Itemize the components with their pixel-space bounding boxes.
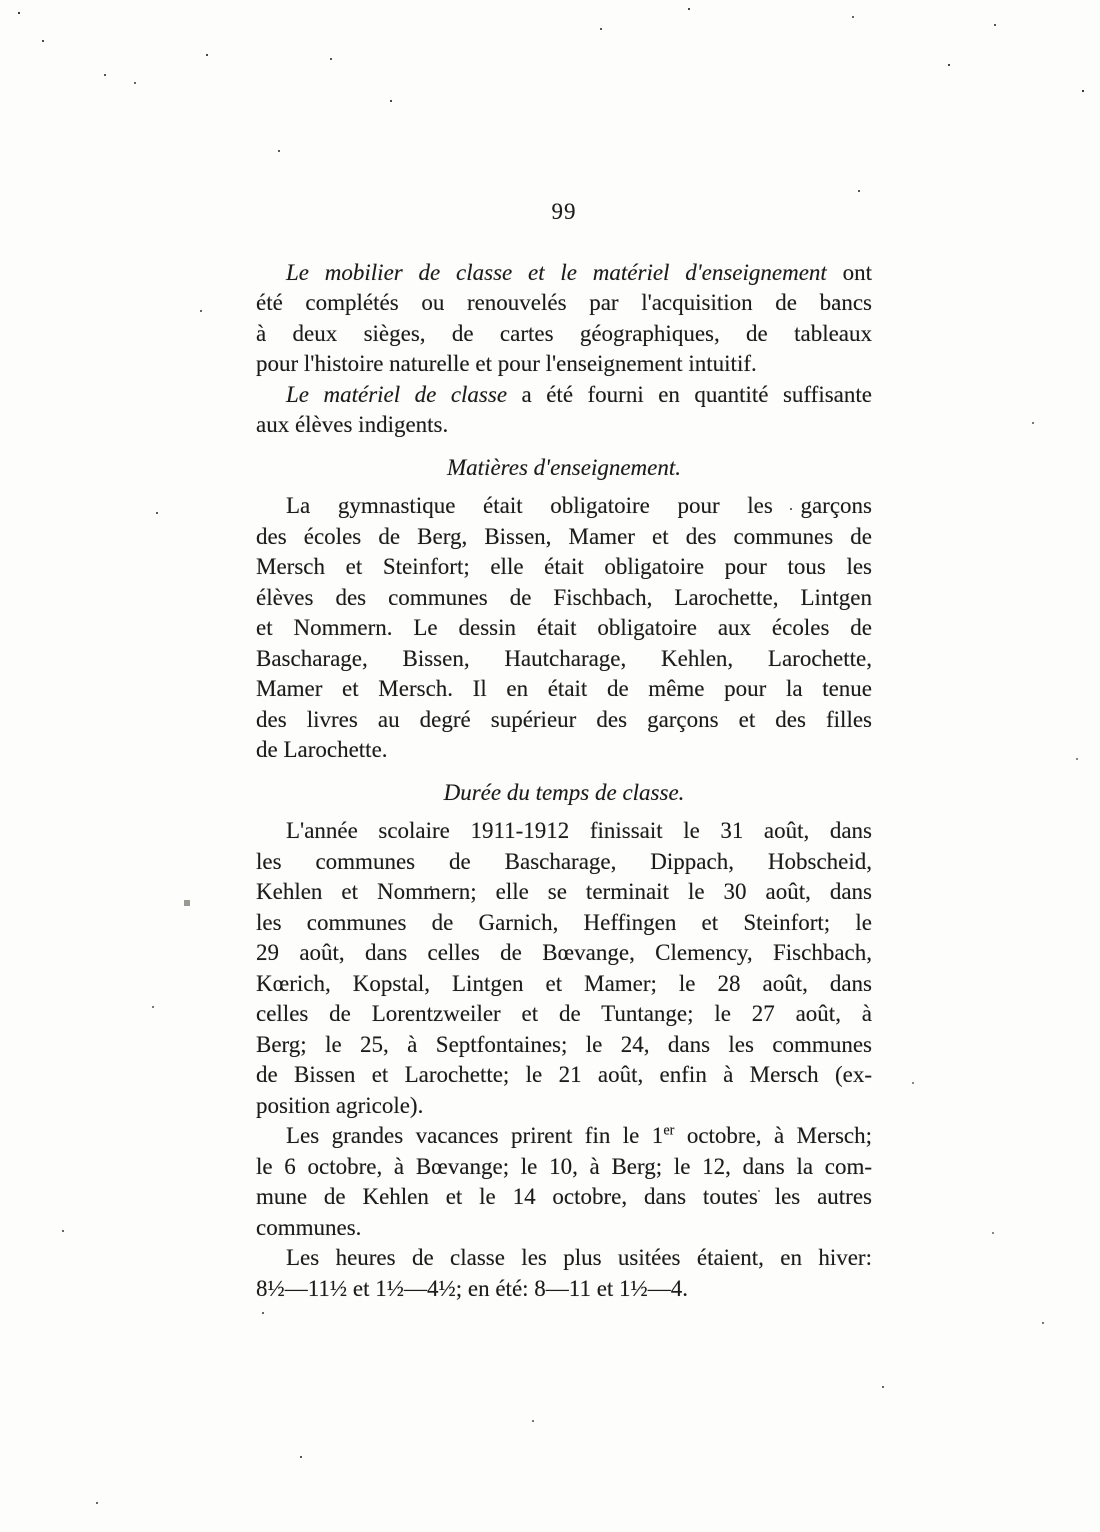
text-line: L'année scolaire 1911-1912 finissait le 31 août, dans bbox=[286, 818, 872, 843]
paragraph-gymnastique bbox=[256, 491, 872, 766]
paragraph-materiel-de-classe bbox=[256, 380, 872, 441]
text-line: Bascharage, Bissen, Hautcharage, Kehlen, Larochette, bbox=[256, 645, 872, 671]
text-line: et Nommern. Le dessin était obligatoire aux écoles de bbox=[256, 615, 872, 640]
text-line: communes. bbox=[256, 1214, 362, 1240]
text-line: le 6 octobre, à Bœvange; le 10, à Berg; le 12, dans la com- bbox=[256, 1153, 872, 1179]
text-line: Le matériel de classe a été fourni en quantité suffisante bbox=[286, 381, 872, 407]
text-line: été complétés ou renouvelés par l'acquisition de bancs bbox=[256, 290, 872, 315]
text-line: élèves des communes de Fischbach, Larochette, Lintgen bbox=[256, 584, 872, 610]
text-line: La gymnastique était obligatoire pour les garçons bbox=[286, 493, 872, 518]
text-line: Mersch et Steinfort; elle était obligatoire pour tous les bbox=[256, 554, 872, 579]
paragraph-annee-scolaire bbox=[256, 816, 872, 1121]
text-line: Kehlen et Nommern; elle se terminait le 30 août, dans bbox=[256, 879, 872, 904]
text-line: Kœrich, Kopstal, Lintgen et Mamer; le 28 août, dans bbox=[256, 970, 872, 996]
text-line: Berg; le 25, à Septfontaines; le 24, dans les communes bbox=[256, 1031, 872, 1057]
text-line: des livres au degré supérieur des garçons et des filles bbox=[256, 706, 872, 732]
text-line: mune de Kehlen et le 14 octobre, dans toutes les autres bbox=[256, 1184, 872, 1209]
text-line: des écoles de Berg, Bissen, Mamer et des communes de bbox=[256, 523, 872, 549]
text-line: celles de Lorentzweiler et de Tuntange; le 27 août, à bbox=[256, 1001, 872, 1026]
text-line: Mamer et Mersch. Il en était de même pour la tenue bbox=[256, 676, 872, 701]
scan-dust-specks bbox=[0, 0, 2, 2]
section-heading-matieres-enseignement: Matières d'enseignement. bbox=[447, 454, 681, 480]
section-heading-duree-temps-classe: Durée du temps de classe. bbox=[443, 779, 685, 805]
text-line: pour l'histoire naturelle et pour l'enseignement intuitif. bbox=[256, 351, 757, 376]
paragraph-grandes-vacances bbox=[256, 1121, 872, 1243]
text-line: aux élèves indigents. bbox=[256, 412, 449, 437]
text-line: les communes de Garnich, Heffingen et Steinfort; le bbox=[256, 909, 872, 935]
text-line: de Bissen et Larochette; le 21 août, enfin à Mersch (ex- bbox=[256, 1062, 872, 1087]
page-text-block bbox=[256, 197, 872, 1304]
text-line: les communes de Bascharage, Dippach, Hobscheid, bbox=[256, 848, 872, 874]
text-line: Les grandes vacances prirent fin le 1er octobre, à Mersch; bbox=[286, 1122, 872, 1148]
text-line: Les heures de classe les plus usitées étaient, en hiver: bbox=[286, 1245, 872, 1270]
paragraph-heures-de-classe bbox=[256, 1243, 872, 1304]
text-line: 8½—11½ et 1½—4½; en été: 8—11 et 1½—4. bbox=[256, 1275, 689, 1301]
text-line: position agricole). bbox=[256, 1092, 424, 1118]
page-number: 99 bbox=[551, 199, 577, 224]
paragraph-mobilier-de-classe bbox=[256, 258, 872, 380]
text-line: 29 août, dans celles de Bœvange, Clemency, Fischbach, bbox=[256, 940, 872, 965]
text-line: de Larochette. bbox=[256, 737, 388, 762]
text-line: Le mobilier de classe et le matériel d'enseignement ont bbox=[286, 259, 873, 285]
text-line: à deux sièges, de cartes géographiques, de tableaux bbox=[256, 320, 872, 346]
